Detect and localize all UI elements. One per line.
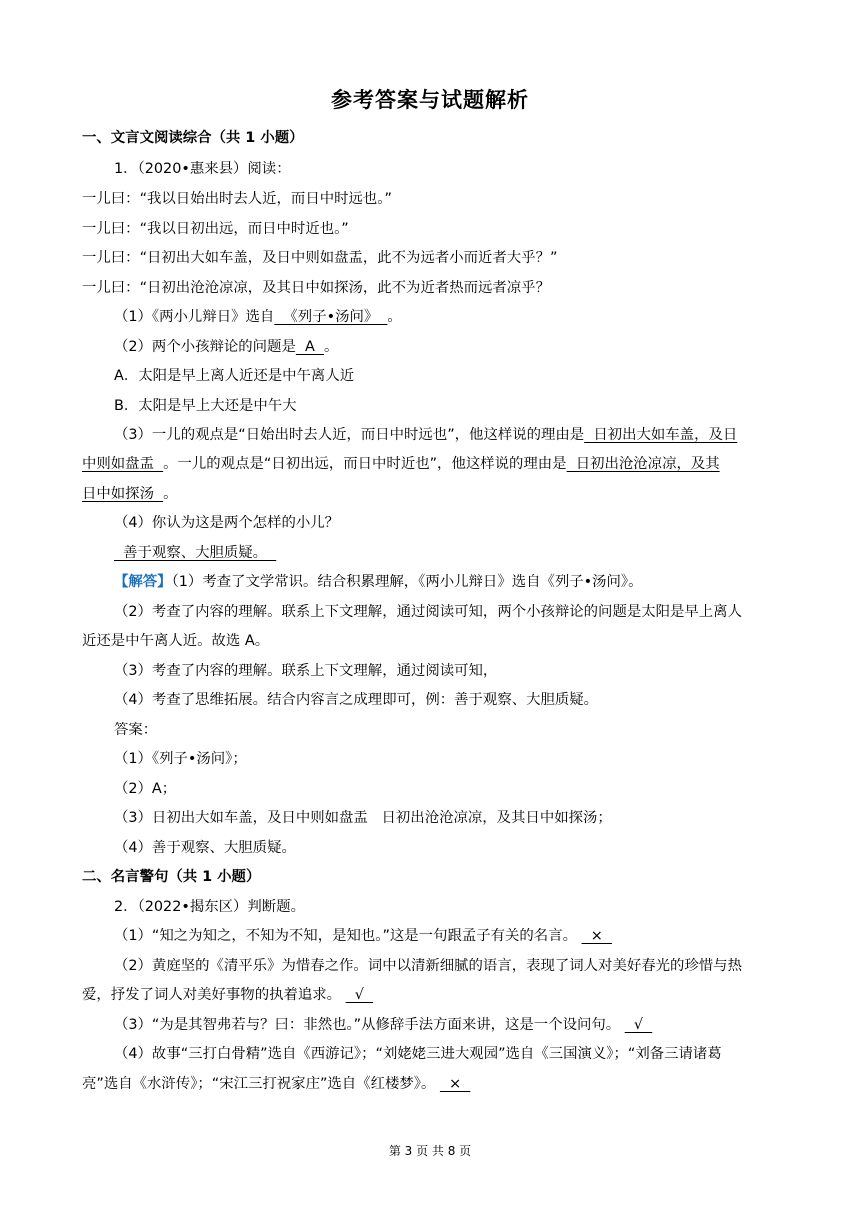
analysis-line-1 bbox=[114, 572, 814, 592]
question2-4-answer: × bbox=[439, 1076, 471, 1092]
answer-line-4: （4）善于观察、大胆质疑。 bbox=[114, 840, 296, 856]
question1-3-answer1-part2: 中则如盘盂 bbox=[82, 456, 164, 472]
question1-3-mid: 。一儿的观点是“日初出远，而日中时近也”，他这样说的理由是 bbox=[163, 456, 567, 472]
question2-3-text: （3）“为是其智弗若与？曰：非然也。”从修辞手法方面来讲，这是一个设问句。 bbox=[114, 1017, 621, 1033]
answer-label: 答案： bbox=[114, 722, 158, 738]
analysis-line-2: （2）考查了内容的理解。联系上下文理解，通过阅读可知，两个小孩辩论的问题是太阳是早上离人 bbox=[114, 604, 742, 620]
analysis-line-3: 近还是中午离人近。故选 A。 bbox=[82, 633, 270, 649]
question1-2-prefix: （2）两个小孩辩论的问题是 bbox=[114, 339, 296, 355]
question2-1-text: （1）“知之为知之，不知为不知，是知也。”这是一句跟孟子有关的名言。 bbox=[114, 928, 577, 944]
question1-2 bbox=[114, 337, 814, 357]
question1-4-answer-line bbox=[114, 543, 814, 563]
question1-3-line1 bbox=[114, 425, 814, 445]
question1-4-answer: 善于观察、大胆质疑。 bbox=[114, 545, 277, 561]
question1-2-suffix: 。 bbox=[324, 339, 339, 355]
analysis-text-1: （1）考查了文学常识。结合积累理解，《两小儿辩日》选自《列子•汤问》。 bbox=[171, 574, 643, 590]
question1-3-prefix: （3）一儿的观点是“日始出时去人近，而日中时远也”，他这样说的理由是 bbox=[114, 427, 585, 443]
question2-4-text: 亮”选自《水浒传》；“宋江三打祝家庄”选自《红楼梦》。 bbox=[82, 1076, 436, 1092]
question1-3-line3 bbox=[82, 484, 782, 504]
question1-1 bbox=[114, 307, 814, 327]
question1-3-answer1-part1: 日初出大如车盖，及日 bbox=[584, 427, 738, 443]
question1-3-line2 bbox=[82, 454, 782, 474]
answer-line-3: （3）日初出大如车盖，及日中则如盘盂 日初出沧沧凉凉，及其日中如探汤； bbox=[114, 810, 612, 826]
question2-3-answer: √ bbox=[624, 1017, 653, 1033]
question2-intro: 2．（2022•揭东区）判断题。 bbox=[114, 899, 305, 915]
page-title: 参考答案与试题解析 bbox=[331, 88, 529, 112]
passage-line-2: 一儿曰：“我以日初出远，而日中时近也。” bbox=[82, 221, 349, 237]
analysis-line-4: （3）考查了内容的理解。联系上下文理解，通过阅读可知， bbox=[114, 663, 498, 679]
question1-intro: 1．（2020•惠来县）阅读： bbox=[114, 161, 291, 177]
section2-heading: 二、名言警句（共 1 小题） bbox=[82, 869, 261, 885]
question1-3-answer2-part2: 日中如探汤 bbox=[82, 486, 164, 502]
option-a: A．太阳是早上离人近还是中午离人近 bbox=[114, 368, 355, 384]
question1-3-answer2-part1: 日初出沧沧凉凉，及其 bbox=[566, 456, 720, 472]
question1-4: （4）你认为这是两个怎样的小儿？ bbox=[114, 515, 340, 531]
page-footer: 第 3 页 共 8 页 bbox=[388, 1144, 472, 1158]
question2-2-text: 爱，抒发了词人对美好事物的执着追求。 bbox=[82, 987, 342, 1003]
passage-line-3: 一儿曰：“日初出大如车盖，及日中则如盘盂，此不为远者小而近者大乎？” bbox=[82, 250, 558, 266]
option-b: B．太阳是早上大还是中午大 bbox=[114, 398, 297, 414]
question1-1-prefix: （1）《两小儿辩日》选自 bbox=[114, 309, 275, 325]
passage-line-4: 一儿曰：“日初出沧沧凉凉，及其日中如探汤，此不为近者热而远者凉乎？ bbox=[82, 280, 550, 296]
analysis-label: 【解答】 bbox=[114, 574, 172, 590]
answer-line-1: （1）《列子•汤问》； bbox=[114, 751, 247, 767]
question2-2-line1: （2）黄庭坚的《清平乐》为惜春之作。词中以清新细腻的语言，表现了词人对美好春光的珍惜与热 bbox=[114, 958, 742, 974]
question1-3-suffix: 。 bbox=[163, 486, 178, 502]
question2-3 bbox=[114, 1015, 814, 1035]
question2-2-answer: √ bbox=[345, 987, 374, 1003]
answer-line-2: （2）A； bbox=[114, 781, 177, 797]
question2-2-line2 bbox=[82, 985, 782, 1005]
section1-heading: 一、文言文阅读综合（共 1 小题） bbox=[82, 130, 304, 146]
passage-line-1: 一儿曰：“我以日始出时去人近，而日中时远也。” bbox=[82, 191, 392, 207]
question2-4-line2 bbox=[82, 1074, 782, 1094]
question1-2-answer: A bbox=[295, 339, 325, 355]
question2-4-line1: （4）故事“三打白骨精”选自《西游记》；“刘姥姥三进大观园”选自《三国演义》；“刘备三请诸葛 bbox=[114, 1046, 722, 1062]
question1-1-suffix: 。 bbox=[387, 309, 402, 325]
question1-1-answer: 《列子•汤问》 bbox=[274, 309, 388, 325]
question2-1-answer: × bbox=[581, 928, 612, 944]
analysis-line-5: （4）考查了思维拓展。结合内容言之成理即可，例：善于观察、大胆质疑。 bbox=[114, 692, 599, 708]
question2-1 bbox=[114, 926, 814, 946]
